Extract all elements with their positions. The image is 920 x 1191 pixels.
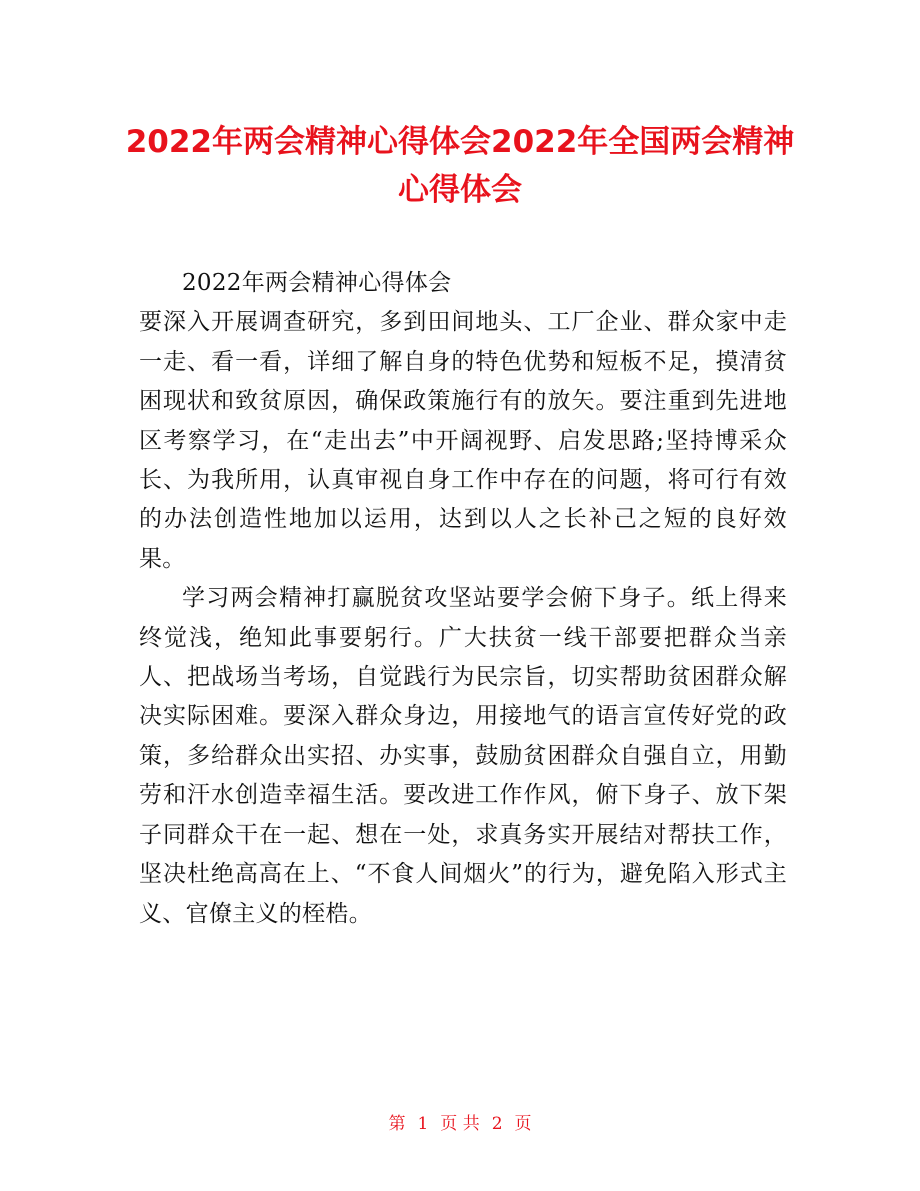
page-label-mid: 页 共: [440, 1114, 480, 1134]
page-footer: [0, 1113, 920, 1135]
document-body: [139, 264, 787, 934]
total-page-count: 2: [491, 1114, 503, 1134]
page-label-prefix: 第: [388, 1114, 406, 1134]
paragraph: 学习两会精神打赢脱贫攻坚站要学会俯下身子。纸上得来终觉浅，绝知此事要躬行。广大扶贫一线干部要把群众当亲人、把战场当考场，自觉践行为民宗旨，切实帮助贫困群众解决实际困难。要深入群众身边，用接地气的语言宣传好党的政策，多给群众出实招、办实事，鼓励贫困群众自强自立，用勤劳和汗水创造幸福生活。要改进工作作风，俯下身子、放下架子同群众干在一起、想在一处，求真务实开展结对帮扶工作，坚决杜绝高高在上、“不食人间烟火”的行为，避免陷入形式主义、官僚主义的桎梏。: [139, 585, 787, 927]
page-label-suffix: 页: [514, 1114, 532, 1134]
document-title: 2022年两会精神心得体会2022年全国两会精神心得体会: [125, 124, 795, 208]
paragraph-subtitle: 2022年两会精神心得体会: [182, 270, 452, 296]
current-page-number: 1: [417, 1114, 429, 1134]
paragraph: 要深入开展调查研究，多到田间地头、工厂企业、群众家中走一走、看一看，详细了解自身的特色优势和短板不足，摸清贫困现状和致贫原因，确保政策施行有的放矢。要注重到先进地区考察学习，在“走出去”中开阔视野、启发思路;坚持博采众长、为我所用，认真审视自身工作中存在的问题，将可行有效的办法创造性地加以运用，达到以人之长补己之短的良好效果。: [139, 309, 787, 572]
